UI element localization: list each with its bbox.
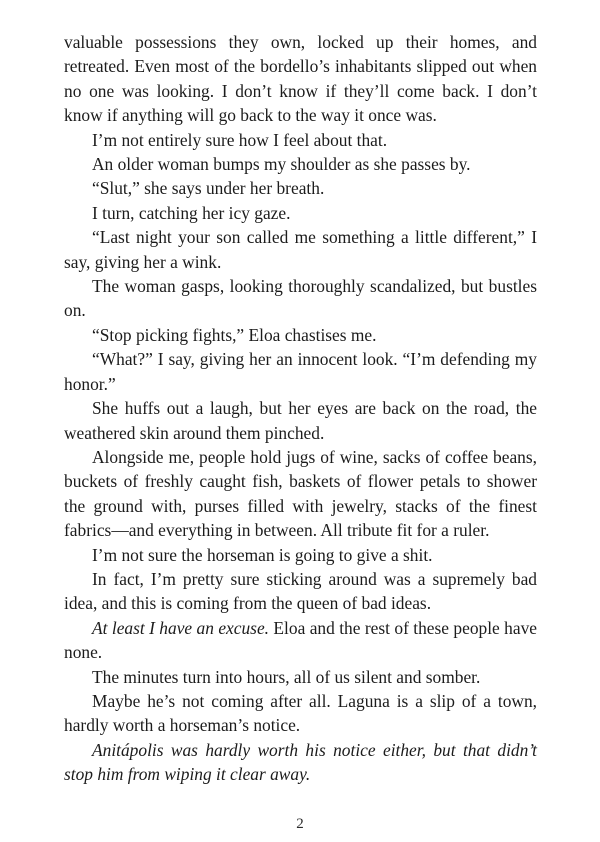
paragraph: “What?” I say, giving her an innocent look. “I’m defending my honor.” <box>64 349 537 394</box>
paragraph: Alongside me, people hold jugs of wine, sacks of coffee beans, buckets of freshly caught fish, baskets of flower petals to shower the ground with, purses filled with jewelry, stacks of the finest fabrics—and everything in between. All tribute fit for a ruler. <box>64 446 537 541</box>
paragraph-continuation: Eloa and the rest of these people have none. <box>64 617 538 663</box>
paragraph: The minutes turn into hours, all of us silent and somber. <box>92 666 481 687</box>
body-text <box>64 30 537 787</box>
paragraph: “Slut,” she says under her breath. <box>92 178 325 199</box>
italic-thought: At least I have an excuse. <box>92 617 270 638</box>
paragraph: I’m not sure the horseman is going to give a shit. <box>92 544 433 565</box>
paragraph: The woman gasps, looking thoroughly scandalized, but bustles on. <box>64 276 537 321</box>
paragraph: In fact, I’m pretty sure sticking around was a supremely bad idea, and this is coming from the queen of bad ideas. <box>64 568 537 614</box>
paragraph: I turn, catching her icy gaze. <box>92 202 291 223</box>
paragraph: I’m not entirely sure how I feel about that. <box>92 129 388 150</box>
paragraph: An older woman bumps my shoulder as she passes by. <box>92 154 471 175</box>
page-number: 2 <box>296 816 304 832</box>
paragraph: She huffs out a laugh, but her eyes are back on the road, the weathered skin around them pinched. <box>64 398 537 443</box>
paragraph: “Last night your son called me something a little different,” I say, giving her a wink. <box>64 227 537 272</box>
paragraph: “Stop picking fights,” Eloa chastises me. <box>92 324 377 345</box>
paragraph: valuable possessions they own, locked up their homes, and retreated. Even most of the bordello’s inhabitants slipped out when no one was looking. I don’t know if they’ll come back. I don’t know if anything will go back to the way it once was. <box>64 32 537 126</box>
paragraph <box>64 616 537 665</box>
paragraph: Maybe he’s not coming after all. Laguna is a slip of a town, hardly worth a horseman’s notice. <box>64 690 537 736</box>
italic-paragraph: Anitápolis was hardly worth his notice either, but that didn’t stop him from wiping it clear away. <box>64 739 537 785</box>
